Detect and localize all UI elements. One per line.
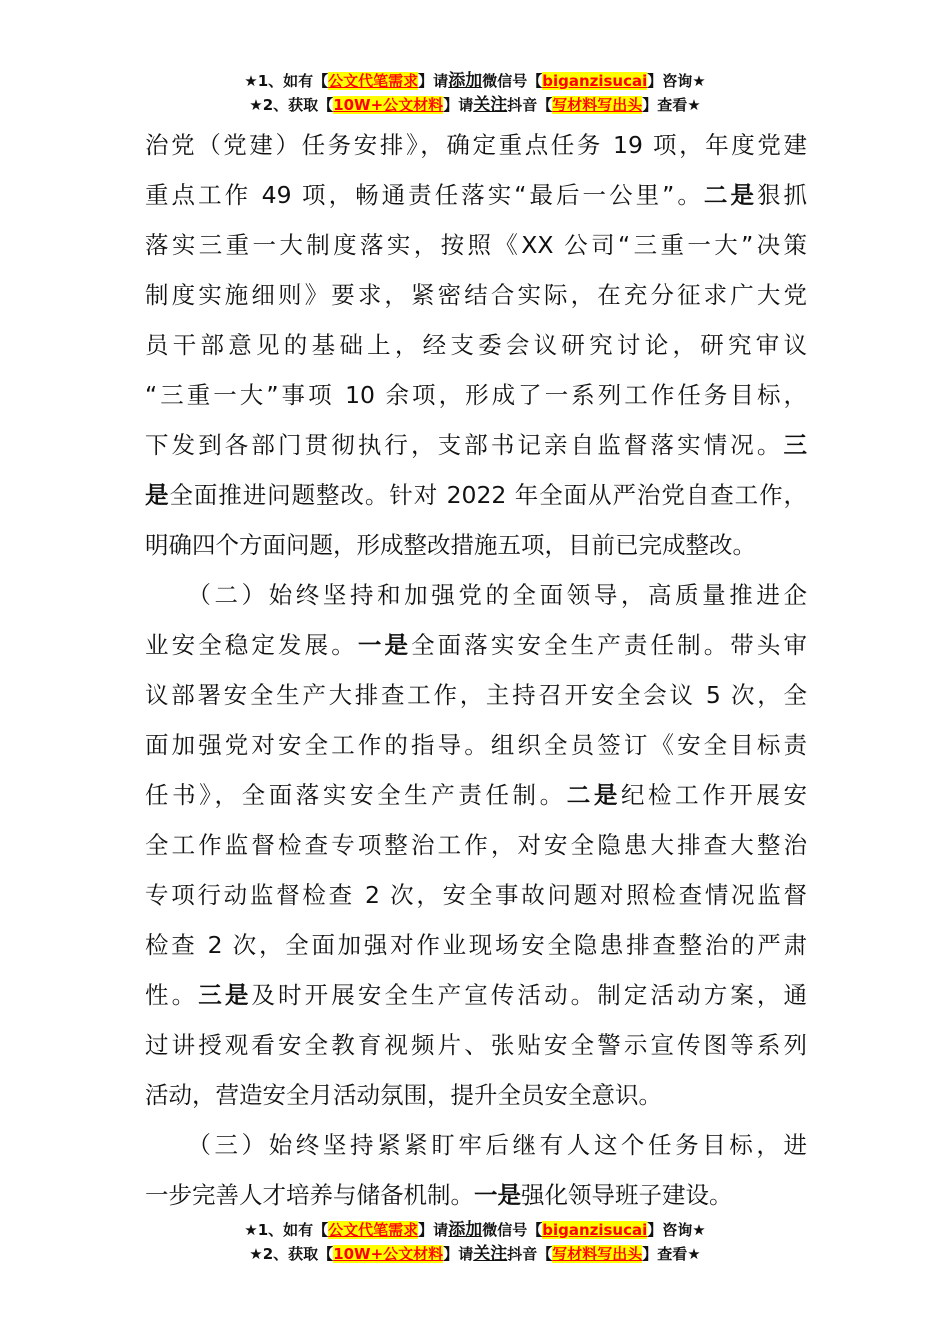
text-run: “三重一大”事项 10 余项，形成了一系列工作任务目标， bbox=[145, 381, 807, 409]
text-run: 检查 2 次，全面加强对作业现场安全隐患排查整治的严肃 bbox=[145, 931, 807, 959]
text-line bbox=[145, 770, 807, 820]
text-line bbox=[145, 1020, 807, 1070]
promo-line-1 bbox=[0, 69, 950, 93]
text-run: 下发到各部门贯彻执行，支部书记亲自监督落实情况。 bbox=[145, 431, 784, 459]
text-run: 落实三重一大制度落实，按照《XX 公司“三重一大”决策 bbox=[145, 231, 807, 259]
text: 】咨询★ bbox=[647, 72, 706, 90]
text: 】咨询★ bbox=[647, 1221, 706, 1239]
text-line bbox=[145, 120, 807, 170]
bold-lead: 三是 bbox=[198, 981, 252, 1009]
text-run: （二）始终坚持和加强党的全面领导，高质量推进企 bbox=[145, 581, 807, 609]
text: 抖音【 bbox=[507, 96, 553, 114]
text-run: 强化领导班子建设。 bbox=[521, 1181, 733, 1209]
highlight: 公文代笔需求 bbox=[328, 1221, 419, 1239]
bold-lead: 是 bbox=[145, 481, 170, 509]
text-run: 活动，营造安全月活动氛围，提升全员安全意识。 bbox=[145, 1081, 662, 1109]
text: 微信号【 bbox=[482, 1221, 543, 1239]
text-run: （三）始终坚持紧紧盯牢后继有人这个任务目标，进 bbox=[145, 1131, 807, 1159]
text-run: 全工作监督检查专项整治工作，对安全隐患大排查大整治 bbox=[145, 831, 807, 859]
text-run: 明确四个方面问题，形成整改措施五项，目前已完成整改。 bbox=[145, 531, 756, 559]
document-body bbox=[145, 120, 807, 1220]
text: 抖音【 bbox=[507, 1245, 553, 1263]
text-run: 性。 bbox=[145, 981, 199, 1009]
text-run: 纪检工作开展安 bbox=[620, 781, 807, 809]
underlined-text: 添加 bbox=[448, 71, 483, 91]
text-line bbox=[145, 320, 807, 370]
promo-banner-top bbox=[0, 69, 950, 117]
text: ★2、获取【 bbox=[249, 96, 334, 114]
paragraph bbox=[145, 570, 807, 1120]
douyin-name: 写材料写出头 bbox=[552, 1245, 643, 1263]
promo-line-1 bbox=[0, 1218, 950, 1242]
text-line bbox=[145, 720, 807, 770]
text-line bbox=[145, 370, 807, 420]
wechat-id: biganzisucai bbox=[542, 1221, 648, 1239]
promo-line-2 bbox=[0, 1242, 950, 1266]
text-line bbox=[145, 1070, 807, 1120]
text-line bbox=[145, 170, 807, 220]
underlined-text: 关注 bbox=[473, 1244, 508, 1264]
text-line bbox=[145, 470, 807, 520]
text-line bbox=[145, 620, 807, 670]
bold-lead: 一是 bbox=[474, 1181, 521, 1209]
text-run: 过讲授观看安全教育视频片、张贴安全警示宣传图等系列 bbox=[145, 1031, 807, 1059]
text-run: 狠抓 bbox=[756, 181, 808, 209]
text-line bbox=[145, 920, 807, 970]
text: 】请 bbox=[418, 1221, 449, 1239]
douyin-name: 写材料写出头 bbox=[552, 96, 643, 114]
text: 】查看★ bbox=[642, 96, 701, 114]
paragraph bbox=[145, 120, 807, 570]
text: 】查看★ bbox=[642, 1245, 701, 1263]
text-line bbox=[145, 1120, 807, 1170]
text-run: 议部署安全生产大排查工作，主持召开安全会议 5 次，全 bbox=[145, 681, 807, 709]
underlined-text: 添加 bbox=[448, 1220, 483, 1240]
text: 】请 bbox=[443, 1245, 474, 1263]
highlight: 10W+公文材料 bbox=[333, 96, 444, 114]
underlined-text: 关注 bbox=[473, 95, 508, 115]
text-run: 任书》，全面落实安全生产责任制。 bbox=[145, 781, 567, 809]
paragraph bbox=[145, 1120, 807, 1220]
text-line bbox=[145, 870, 807, 920]
highlight: 公文代笔需求 bbox=[328, 72, 419, 90]
text-run: 员干部意见的基础上，经支委会议研究讨论，研究审议 bbox=[145, 331, 807, 359]
text-run: 全面落实安全生产责任制。带头审 bbox=[411, 631, 808, 659]
text: ★1、如有【 bbox=[244, 72, 329, 90]
wechat-id: biganzisucai bbox=[542, 72, 648, 90]
bold-lead: 二是 bbox=[566, 781, 621, 809]
text-line bbox=[145, 520, 807, 570]
text-run: 面加强党对安全工作的指导。组织全员签订《安全目标责 bbox=[145, 731, 807, 759]
text-run: 治党（党建）任务安排》，确定重点任务 19 项，年度党建 bbox=[145, 131, 807, 159]
text-line bbox=[145, 420, 807, 470]
promo-line-2 bbox=[0, 93, 950, 117]
text-run: 专项行动监督检查 2 次，安全事故问题对照检查情况监督 bbox=[145, 881, 807, 909]
promo-banner-bottom bbox=[0, 1218, 950, 1266]
text-line bbox=[145, 570, 807, 620]
text-line bbox=[145, 1170, 807, 1220]
bold-lead: 二是 bbox=[703, 181, 757, 209]
text: 】请 bbox=[443, 96, 474, 114]
text-run: 制度实施细则》要求，紧密结合实际，在充分征求广大党 bbox=[145, 281, 807, 309]
text-line bbox=[145, 220, 807, 270]
bold-lead: 一是 bbox=[357, 631, 412, 659]
text: 】请 bbox=[418, 72, 449, 90]
text: ★1、如有【 bbox=[244, 1221, 329, 1239]
text-line bbox=[145, 970, 807, 1020]
text-line bbox=[145, 820, 807, 870]
text-run: 一步完善人才培养与储备机制。 bbox=[145, 1181, 474, 1209]
text-run: 业安全稳定发展。 bbox=[145, 631, 358, 659]
text-run: 重点工作 49 项，畅通责任落实“最后一公里”。 bbox=[145, 181, 704, 209]
text-line bbox=[145, 670, 807, 720]
bold-lead: 三 bbox=[783, 431, 807, 459]
text-run: 全面推进问题整改。针对 2022 年全面从严治党自查工作， bbox=[169, 481, 808, 509]
text: 微信号【 bbox=[482, 72, 543, 90]
highlight: 10W+公文材料 bbox=[333, 1245, 444, 1263]
text: ★2、获取【 bbox=[249, 1245, 334, 1263]
text-run: 及时开展安全生产宣传活动。制定活动方案，通 bbox=[251, 981, 808, 1009]
text-line bbox=[145, 270, 807, 320]
